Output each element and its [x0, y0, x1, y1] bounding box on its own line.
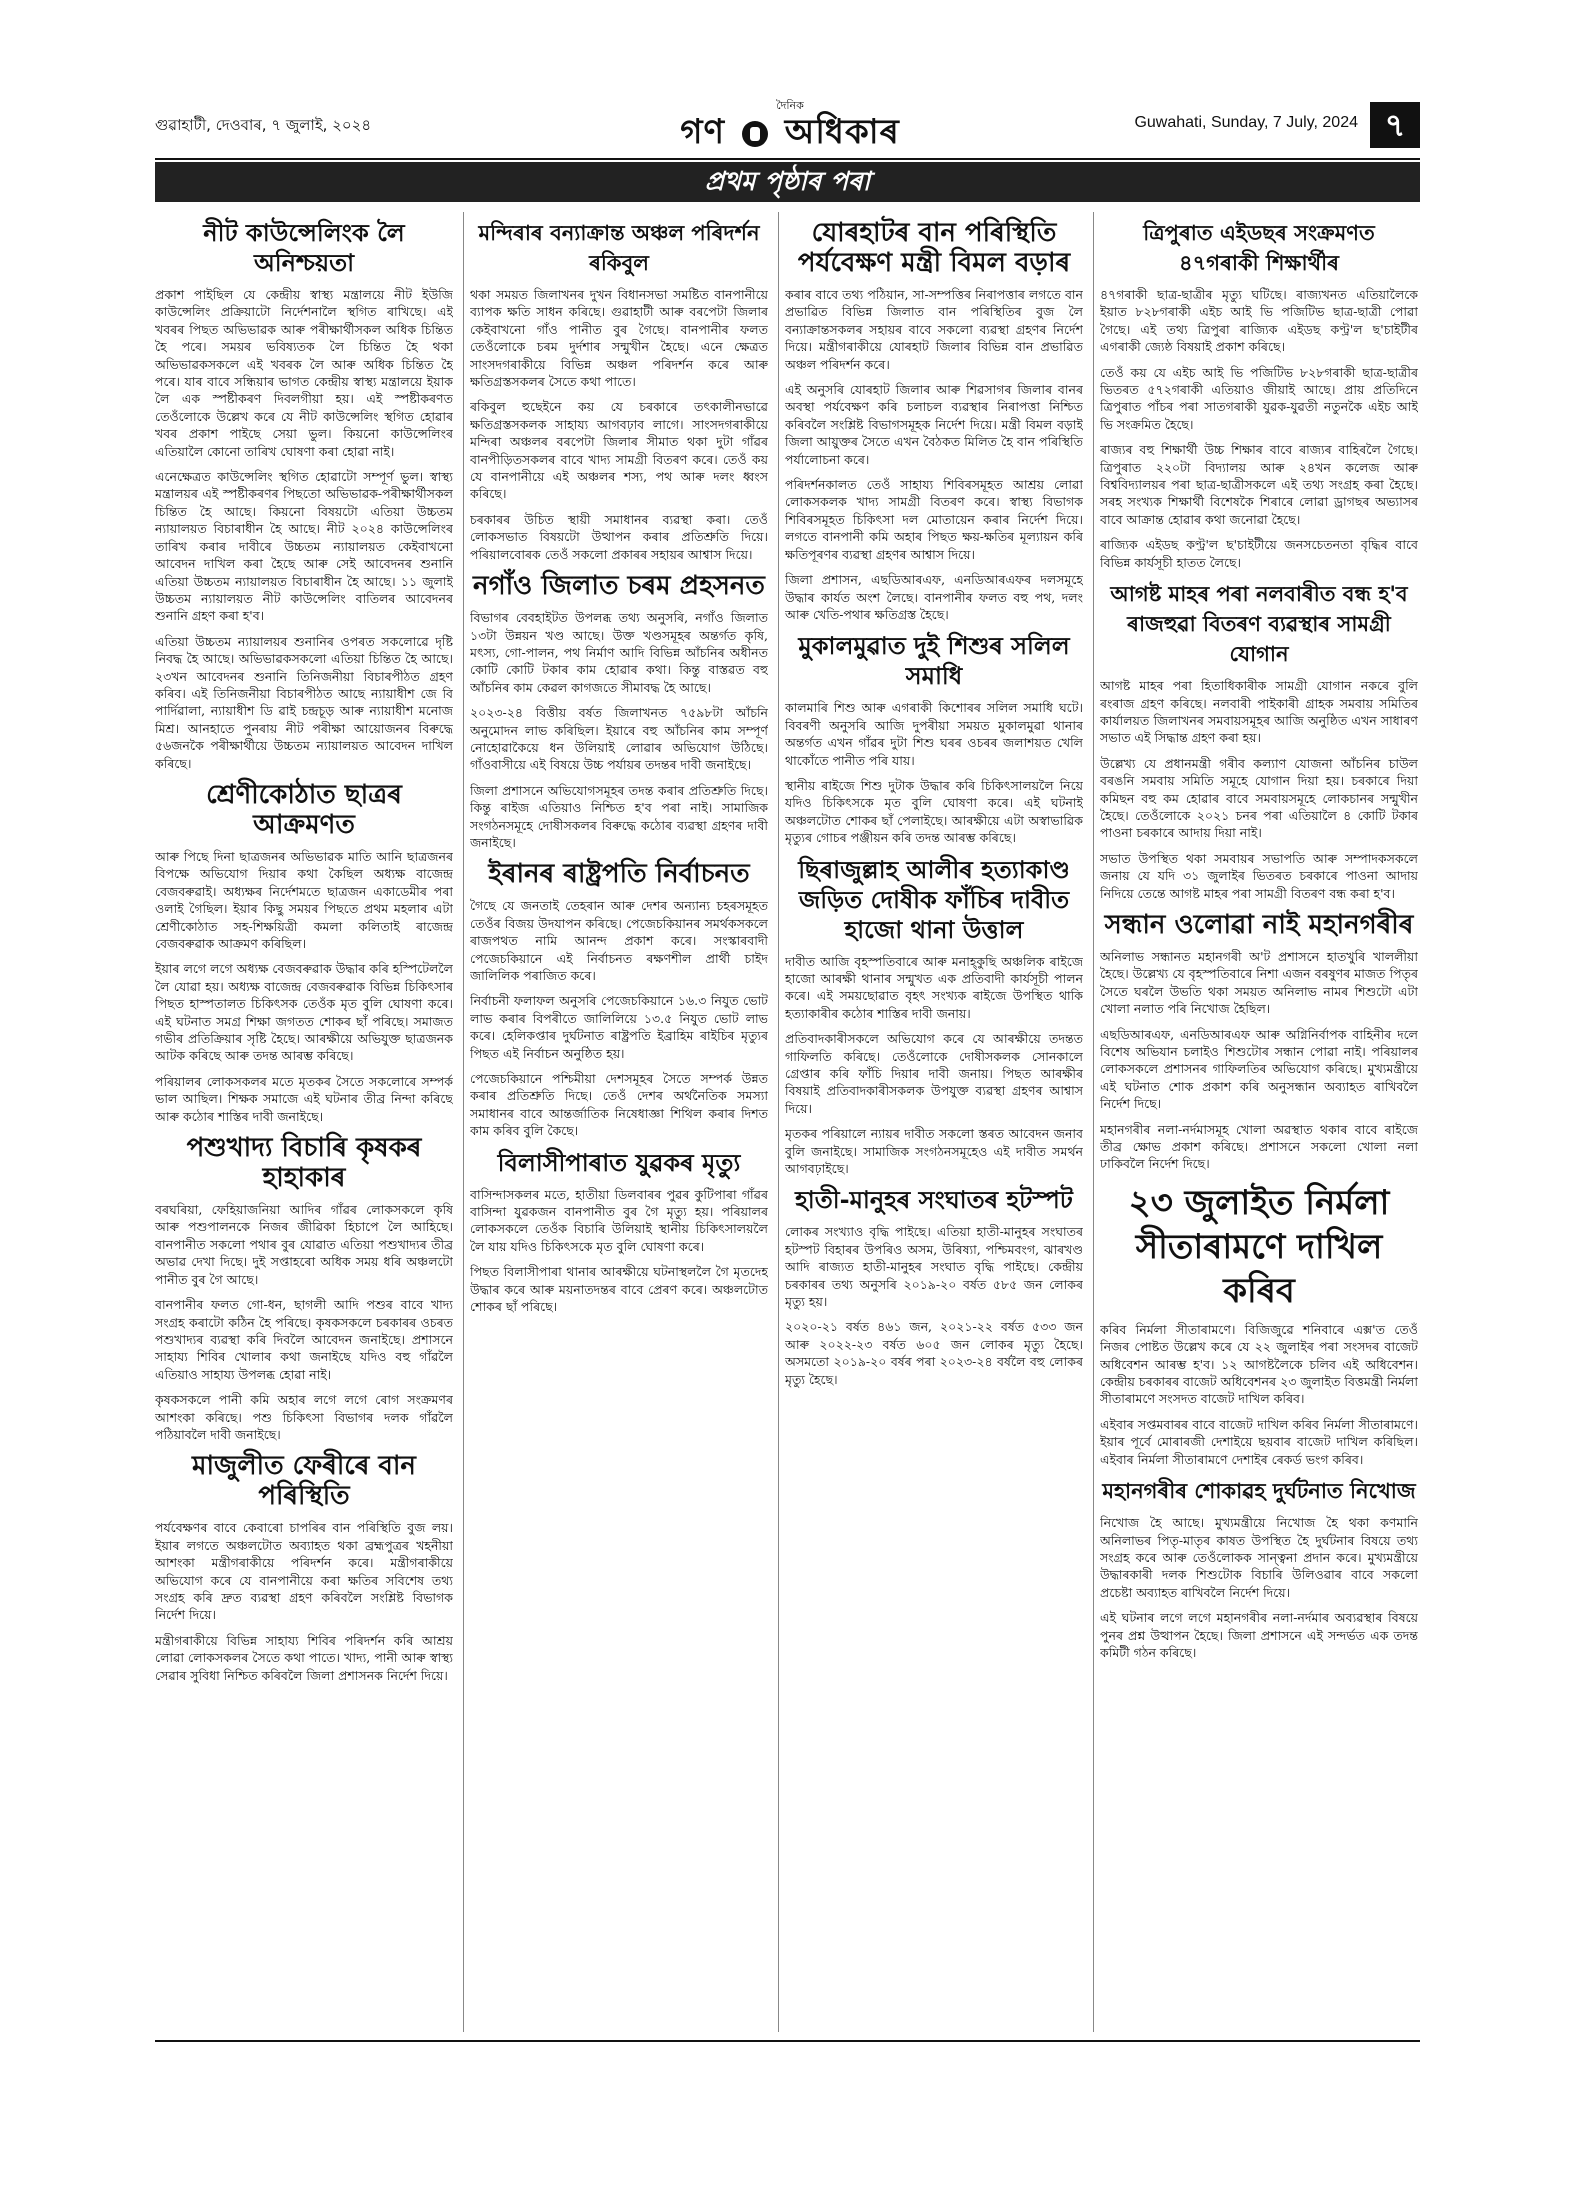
footer-rule — [155, 2040, 1420, 2042]
headline: যোৰহাটৰ বান পৰিস্থিতি পৰ্যবেক্ষণ মন্ত্ৰী বিমল বড়াৰ — [797, 218, 1071, 278]
article-mandir — [470, 218, 768, 563]
article-bilasipara — [470, 1148, 768, 1316]
paragraph: মহানগৰীৰ নলা-নৰ্দমাসমূহ খোলা অৱস্থাত থকাৰ বাবে ৰাইজে তীব্ৰ ক্ষোভ প্ৰকাশ কৰিছে। প্ৰশাসনে সকলো খোলা নলা ঢাকিবলৈ নিৰ্দেশ দিছে। — [1100, 1121, 1418, 1172]
paragraph: ২০২৩-২৪ বিত্তীয় বৰ্ষত জিলাখনত ৭৫৯৮টা আঁচনি অনুমোদন লাভ কৰিছিল। ইয়াৰে বহু আঁচনিৰ কাম সম্পূৰ্ণ নোহোৱাকৈয়ে ধন উলিয়াই লোৱাৰ অভিযোগ উঠিছে। গাঁওবাসীয়ে এই বিষয়ে উচ্চ পৰ্যায়ৰ তদন্তৰ দাবী জনাইছে। — [470, 705, 768, 773]
article-shrenikotha — [155, 780, 453, 1125]
article-hati — [785, 1185, 1083, 1388]
paragraph: ৪৭গৰাকী ছাত্ৰ-ছাত্ৰীৰ মৃত্যু ঘটিছে। ৰাজ্যখনত এতিয়ালৈকে ইয়াত ৮২৮গৰাকী এইচ আই ভি পজিটিভ ছাত্ৰ-ছাত্ৰী পোৱা গৈছে। এই তথ্য ত্ৰিপুৰা ৰাজ্যিক এইডছ কণ্ট্ৰ'ল ছ'চাইটীৰ এগৰাকী জ্যেষ্ঠ বিষয়াই প্ৰকাশ কৰিছে। — [1100, 287, 1418, 355]
headline: পশুখাদ্য বিচাৰি কৃষকৰ হাহাকাৰ — [186, 1133, 422, 1194]
paragraph: এই অনুসৰি যোৰহাট জিলাৰ আৰু শিৱসাগৰ জিলাৰ বানৰ অবস্থা পৰ্যবেক্ষণ কৰি চলাচল ব্যৱস্থাৰ নিৰাপত্তা নিশ্চিত কৰিবলৈ সংশ্লিষ্ট বিভাগসমূহক নিৰ্দেশ দিয়ে। মন্ত্ৰী বিমল বড়াই জিলা আয়ুক্তৰ সৈতে এখন বৈঠকত মিলিত হৈ বান পৰিস্থিতি পৰ্যালোচনা কৰে। — [785, 382, 1083, 467]
paragraph: ৰাজ্যিক এইডছ কণ্ট্ৰ'ল ছ'চাইটীয়ে জনসচেতনতা বৃদ্ধিৰ বাবে বিভিন্ন কাৰ্যসূচী হাতত লৈছে। — [1100, 537, 1418, 570]
headline: মুকালমুৱাত দুই শিশুৰ সলিল সমাধি — [798, 632, 1070, 691]
dateline-english: Guwahati, Sunday, 7 July, 2024 — [1134, 114, 1358, 131]
article-nagaon — [470, 571, 768, 851]
paragraph: ২০২০-২১ বৰ্ষত ৪৬১ জন, ২০২১-২২ বৰ্ষত ৫৩৩ জন আৰু ২০২২-২৩ বৰ্ষত ৬০৫ জন লোকৰ মৃত্যু হৈছে। অসমতো ২০১৯-২০ বৰ্ষৰ পৰা ২০২৩-২৪ বৰ্ষলৈ বহু লোকৰ মৃত্যু হৈছে। — [785, 1319, 1083, 1387]
paragraph: ৰকিবুল হুছেইনে কয় যে চৰকাৰে তৎকালীনভাৱে ক্ষতিগ্ৰস্তসকলক সাহায্য আগবঢ়াব লাগে। সাংসদগৰাকীয়ে মন্দিৰা অঞ্চলৰ বৰপেটা জিলাৰ সীমাত থকা দুটা গাঁৱৰ বানপীড়িতসকলৰ বাবে খাদ্য সামগ্ৰী বিতৰণ কৰে। তেওঁ কয় যে বানপানীয়ে এই অঞ্চলৰ শস্য, পথ আৰু দলং ধ্বংস কৰিছে। — [470, 399, 768, 502]
column-divider — [1093, 212, 1094, 2032]
article-mukalmua — [785, 631, 1083, 846]
article-mahanagari — [1100, 1476, 1418, 1661]
article-august — [1100, 579, 1418, 902]
headline: ২৩ জুলাইত নিৰ্মলা সীতাৰামণে দাখিল কৰিব — [1128, 1182, 1390, 1311]
article-jorhat — [785, 218, 1083, 623]
paragraph: পৰ্যবেক্ষণৰ বাবে কেবাৰো চাপৰিৰ বান পৰিস্থিতি বুজ লয়। ইয়াৰ লগতে অঞ্চলটোত অব্যাহত থকা ব্ৰহ্মপুত্ৰৰ খহনীয়া আশংকা মন্ত্ৰীগৰাকীয়ে পৰিদৰ্শন কৰে। মন্ত্ৰীগৰাকীয়ে অভিযোগ কৰে যে বানপানীয়ে কৰা ক্ষতিৰ সবিশেষ তথ্য সংগ্ৰহ কৰি দ্ৰুত ব্যৱস্থা গ্ৰহণ কৰিবলৈ সংশ্লিষ্ট বিভাগক নিৰ্দেশ দিয়ে। — [155, 1520, 453, 1623]
headline: সন্ধান ওলোৱা নাই মহানগৰীৰ — [1104, 909, 1414, 940]
paragraph: বানপানীৰ ফলত গো-ধন, ছাগলী আদি পশুৰ বাবে খাদ্য সংগ্ৰহ কৰাটো কঠিন হৈ পৰিছে। কৃষকসকলে চৰকাৰৰ ওচৰত পশুখাদ্যৰ ব্যৱস্থা কৰি দিবলৈ আবেদন জনাইছে। প্ৰশাসনে সাহায্য শিবিৰ খোলাৰ কথা জনাইছে যদিও বহু গাঁৱলৈ এতিয়াও সাহায্য উপলব্ধ হোৱা নাই। — [155, 1297, 453, 1382]
paragraph: অনিলাভ সন্ধানত মহানগৰী অ'ট প্ৰশাসনে হাতখুৰি খাললীয়া হৈছে। উল্লেখ্য যে বৃহস্পতিবাৰে নিশা এজন বৰষুণৰ মাজত পিতৃৰ সৈতে ঘৰলৈ উভতি থকা সময়ত অনিলাভ নামৰ শিশুটো এটা খোলা নলাত পৰি নিখোজ হৈছিল। — [1100, 948, 1418, 1017]
headline: নগাঁও জিলাত চৰম প্ৰহসনত — [473, 571, 765, 602]
paragraph: প্ৰকাশ পাইছিল যে কেন্দ্ৰীয় স্বাস্থ্য মন্ত্ৰালয়ে নীট ইউজি কাউন্সেলিং প্ৰক্ৰিয়াটো নিৰ্দেশনালৈ স্থগিত ৰাখিছে। এই খবৰৰ পিছত অভিভাৱক আৰু পৰীক্ষাৰ্থীসকল অধিক চিন্তিত হৈ পৰে। সময়ৰ ভবিষ্যতক লৈ চিন্তিত হৈ থকা অভিভাৱকসকলে এই খবৰক লৈ আৰু অধিক চিন্তিত হৈ পৰে। যাৰ বাবে সন্ধিয়াৰ ভাগত কেন্দ্ৰীয় স্বাস্থ্য মন্ত্ৰালয়ে ইয়াক লৈ এক স্পষ্টীকৰণ দিবলগীয়া হয়। এই স্পষ্টীকৰণত তেওঁলোকে উল্লেখ কৰে যে নীট কাউন্সেলিং স্থগিত হোৱাৰ খবৰ প্ৰকাশ পাইছে সেয়া ভুল। কিয়নো কাউন্সেলিংৰ এতিয়ালৈ কোনো তাৰিখ ঘোষণা কৰা হোৱা নাই। — [155, 287, 453, 459]
section-banner: প্ৰথম পৃষ্ঠাৰ পৰা — [155, 162, 1420, 202]
column-4 — [1100, 212, 1418, 2032]
article-neet — [155, 218, 453, 772]
article-sandhan — [1100, 910, 1418, 1173]
paragraph: চৰকাৰৰ উচিত স্থায়ী সমাধানৰ ব্যৱস্থা কৰা। তেওঁ লোকসভাত বিষয়টো উত্থাপন কৰাৰ প্ৰতিশ্ৰুতি দিয়ে। পৰিয়ালবোৰক তেওঁ সকলো প্ৰকাৰৰ সহায়ৰ আশ্বাস দিয়ে। — [470, 511, 768, 562]
paragraph: নিখোজ হৈ আছে। মুখ্যমন্ত্ৰীয়ে নিখোজ হৈ থকা কণমানি অনিলাভৰ পিতৃ-মাতৃৰ কাষত উপস্থিত হৈ দুৰ্ঘটনাৰ বিষয়ে তথ্য সংগ্ৰহ কৰে আৰু তেওঁলোকক সান্ত্বনা প্ৰদান কৰে। মুখ্যমন্ত্ৰীয়ে উদ্ধাৰকাৰী দলক শিশুটোক বিচাৰি উলিওৱাৰ বাবে সকলো প্ৰচেষ্টা অব্যাহত ৰাখিবলৈ নিৰ্দেশ দিয়ে। — [1100, 1515, 1418, 1600]
paragraph: গৈছে যে জনতাই তেহৰান আৰু দেশৰ অন্যান্য চহৰসমূহত তেওঁৰ বিজয় উদযাপন কৰিছে। পেজেচকিয়ানৰ সমৰ্থকসকলে ৰাজপথত নামি আনন্দ প্ৰকাশ কৰে। সংস্কাৰবাদী পেজেচকিয়ানে এই নিৰ্বাচনত ৰক্ষণশীল প্ৰাৰ্থী চাইদ জালিলিক পৰাজিত কৰে। — [470, 898, 768, 983]
dateline-assamese: গুৱাহাটী, দেওবাৰ, ৭ জুলাই, ২০২৪ — [155, 116, 372, 134]
paragraph: থকা সময়ত জিলাখনৰ দুখন বিধানসভা সমষ্টিত বানপানীয়ে ব্যাপক ক্ষতি সাধন কৰিছে। গুৱাহাটী আৰু বৰপেটা জিলাৰ কেইবাখনো গাঁও পানীত বুৰ গৈছে। বানপানীৰ ফলত তেওঁলোকে চৰম দুৰ্দশাৰ সন্মুখীন হৈছে। এনে ক্ষেত্ৰত সাংসদগৰাকীয়ে বিভিন্ন অঞ্চল পৰিদৰ্শন কৰে আৰু ক্ষতিগ্ৰস্তসকলৰ সৈতে কথা পাতে। — [470, 287, 768, 390]
paragraph: দাবীত আজি বৃহস্পতিবাৰে আৰু মনাহ্কুছি অঞ্চলিক ৰাইজে হাজো আৰক্ষী থানাৰ সন্মুখত এক প্ৰতিবাদী কাৰ্যসূচী পালন কৰে। এই সময়ছোৱাত বৃহৎ সংখ্যক ৰাইজে উপস্থিত থাকি হত্যাকাৰীৰ কঠোৰ শাস্তিৰ দাবী জনায়। — [785, 953, 1083, 1021]
column-1 — [155, 212, 453, 2032]
page-number: ৭ — [1370, 102, 1420, 148]
article-iran — [470, 859, 768, 1139]
paragraph: এতিয়া উচ্চতম ন্যায়ালয়ৰ শুনানিৰ ওপৰত সকলোৱে দৃষ্টি নিবদ্ধ হৈ আছে। অভিভাৱকসকলো এতিয়া চিন্তিত হৈ আছে। ২৩খন আবেদনৰ শুনানি তিনিজনীয়া বিচাৰপীঠত গ্ৰহণ কৰিব। এই তিনিজনীয়া বিচাৰপীঠত আছে ন্যায়াধীশ জে বি পাৰ্দিৱালা, ন্যায়াধীশ ডি ৱাই চন্দ্ৰচূড় আৰু ন্যায়াধীশ মনোজ মিশ্ৰ। আনহাতে পুনৰায় নীট পৰীক্ষা আয়োজনৰ বিৰুদ্ধে ৫৬জনকৈ পৰীক্ষাৰ্থীয়ে উচ্চতম ন্যায়ালয়ত আবেদন দাখিল কৰিছে। — [155, 633, 453, 771]
logo-text-b: অধিকাৰ — [784, 112, 900, 152]
paragraph: নিৰ্বাচনী ফলাফল অনুসৰি পেজেচকিয়ানে ১৬.৩ নিযুত ভোট লাভ কৰাৰ বিপৰীতে জালিলিয়ে ১৩.৫ নিযুত ভোট লাভ কৰে। হেলিকপ্তাৰ দুৰ্ঘটনাত ৰাষ্ট্ৰপতি ইব্ৰাহিম ৰাইচিৰ মৃত্যুৰ পিছত এই নিৰ্বাচন অনুষ্ঠিত হয়। — [470, 993, 768, 1061]
headline: শ্ৰেণীকোঠাত ছাত্ৰৰ আক্ৰমণত — [206, 779, 402, 840]
paragraph: কৰিব নিৰ্মলা সীতাৰামণে। বিজিজুৱে শনিবাৰে এক্স'ত তেওঁ নিজৰ পোষ্টত উল্লেখ কৰে যে ২২ জুলাইৰ পৰা সংসদৰ বাজেট অধিবেশন আৰম্ভ হ'ব। ১২ আগষ্টলৈকে চলিব এই অধিবেশন। কেন্দ্ৰীয় চৰকাৰৰ বাজেট অধিবেশনৰ ২৩ জুলাইত বিত্তমন্ত্ৰী নিৰ্মলা সীতাৰামণে সংসদত বাজেট দাখিল কৰিব। — [1100, 1321, 1418, 1407]
article-nirmala — [1100, 1181, 1418, 1468]
paragraph: কৰাৰ বাবে তথ্য পঠিয়ান, সা-সম্পত্তিৰ নিৰাপত্তাৰ লগতে বান প্ৰভাৱিত বিভিন্ন জিলাত বান পৰিস্থিতিৰ বুজ লৈ বন্যাক্ৰান্তসকলৰ সহায়ৰ বাবে সকলো ব্যৱস্থা গ্ৰহণৰ নিৰ্দেশ দিয়ে। মন্ত্ৰীগৰাকীয়ে যোৰহাট জিলাৰ বিভিন্ন বান প্ৰভাৱিত অঞ্চল পৰিদৰ্শন কৰে। — [785, 287, 1083, 372]
headline: মহানগৰীৰ শোকাৱহ দুৰ্ঘটনাত নিখোজ — [1102, 1479, 1416, 1504]
paragraph: তেওঁ কয় যে এইচ আই ভি পজিটিভ ৮২৮গৰাকী ছাত্ৰ-ছাত্ৰীৰ ভিতৰত ৫৭২গৰাকী এতিয়াও জীয়াই আছে। প্ৰায় প্ৰতিদিনে ত্ৰিপুৰাত পাঁচৰ পৰা সাতগৰাকী যুৱক-যুৱতী নতুনকৈ এইচ আই ভি সংক্ৰমিত হৈছে। — [1100, 364, 1418, 432]
headline: আগষ্ট মাহৰ পৰা নলবাৰীত বন্ধ হ'ব ৰাজহুৱা বিতৰণ ব্যৱস্থাৰ সামগ্ৰী যোগান — [1110, 582, 1408, 667]
paragraph: ইয়াৰ লগে লগে অধ্যক্ষ বেজবৰুৱাক উদ্ধাৰ কৰি হস্পিটেললৈ লৈ যোৱা হয়। অধ্যক্ষ বাজেন্দ্ৰ বেজবৰুৱাক বিভিন্ন চিকিৎসাৰ পিছত হাস্পতালত চিকিৎসক তেওঁক মৃত বুলি ঘোষণা কৰে। এই ঘটনাত সমগ্ৰ শিক্ষা জগতত শোকৰ ছাঁ পৰিছে। সমাজত গভীৰ প্ৰতিক্ৰিয়াৰ সৃষ্টি হৈছে। আৰক্ষীয়ে অভিযুক্ত ছাত্ৰজনক আটক কৰিছে আৰু তদন্ত আৰম্ভ কৰিছে। — [155, 961, 453, 1064]
column-divider — [778, 212, 779, 2032]
article-majuli — [155, 1451, 453, 1684]
paragraph: পিছত বিলাসীপাৰা থানাৰ আৰক্ষীয়ে ঘটনাস্থললৈ গৈ মৃতদেহ উদ্ধাৰ কৰে আৰু ময়নাতদন্তৰ বাবে প্ৰেৰণ কৰে। অঞ্চলটোত শোকৰ ছাঁ পৰিছে। — [470, 1264, 768, 1315]
paragraph: মৃতকৰ পৰিয়ালে ন্যায়ৰ দাবীত সকলো স্তৰত আবেদন জনাব বুলি জনাইছে। সামাজিক সংগঠনসমূহেও এই দাবীত সমৰ্থন আগবঢ়াইছে। — [785, 1126, 1083, 1177]
logo-emblem-icon — [742, 121, 768, 147]
paragraph: ৰাজ্যৰ বহু শিক্ষাৰ্থী উচ্চ শিক্ষাৰ বাবে ৰাজ্যৰ বাহিৰলৈ গৈছে। ত্ৰিপুৰাত ২২০টা বিদ্যালয় আৰু ২৪খন কলেজ আৰু বিশ্ববিদ্যালয়ৰ পৰা ছাত্ৰ-ছাত্ৰীসকলে এই তথ্য সংগ্ৰহ কৰা হৈছে। সৰহ সংখ্যক শিক্ষাৰ্থী বিশেষকৈ শিৰাৰে লোৱা ড্ৰাগছৰ অভ্যাসৰ বাবে আক্ৰান্ত হোৱাৰ কথা জনোৱা হৈছে। — [1100, 442, 1418, 527]
article-tripura — [1100, 218, 1418, 571]
paragraph: আৰু পিছে দিনা ছাত্ৰজনৰ অভিভাৱক মাতি আনি ছাত্ৰজনৰ বিপক্ষে অভিযোগ দিয়াৰ কথা কৈছিল অধ্যক্ষ বাজেন্দ্ৰ বেজবৰুৱাই। অধ্যক্ষৰ নিৰ্দেশমতে ছাত্ৰজন একাডেমীৰ পৰা ওলাই গৈছিল। ইয়াৰ কিছু সময়ৰ পিছতে প্ৰথম মহলাৰ এটা শ্ৰেণীকোঠাত সহ-শিক্ষয়িত্ৰী কমলা কলিতাই ৰাজেন্দ্ৰ বেজবৰুৱাক আক্ৰমণ কৰিছিল। — [155, 848, 453, 951]
paragraph: কৃষকসকলে পানী কমি অহাৰ লগে লগে ৰোগ সংক্ৰমণৰ আশংকা কৰিছে। পশু চিকিৎসা বিভাগৰ দলক গাঁৱলৈ পঠিয়াবলৈ দাবী জনাইছে। — [155, 1392, 453, 1442]
paragraph: পৰিদৰ্শনকালত তেওঁ সাহায্য শিবিৰসমূহত আশ্ৰয় লোৱা লোকসকলক খাদ্য সামগ্ৰী বিতৰণ কৰে। স্বাস্থ্য বিভাগক শিবিৰসমূহত চিকিৎসা দল মোতায়েন কৰাৰ নিৰ্দেশ দিয়ে। লগতে বানপানী কমি অহাৰ পিছত ক্ষয়-ক্ষতিৰ মূল্যায়ন কৰি ক্ষতিপূৰণৰ ব্যৱস্থা গ্ৰহণৰ আশ্বাস দিয়ে। — [785, 477, 1083, 562]
paragraph: এই ঘটনাৰ লগে লগে মহানগৰীৰ নলা-নৰ্দমাৰ অব্যৱস্থাৰ বিষয়ে পুনৰ প্ৰশ্ন উত্থাপন হৈছে। জিলা প্ৰশাসনে এই সন্দৰ্ভত এক তদন্ত কমিটী গঠন কৰিছে। — [1100, 1610, 1418, 1660]
paragraph: পেজেচকিয়ানে পশ্চিমীয়া দেশসমূহৰ সৈতে সম্পৰ্ক উন্নত কৰাৰ প্ৰতিশ্ৰুতি দিছে। তেওঁ দেশৰ অৰ্থনৈতিক সমস্যা সমাধানৰ বাবে আন্তৰ্জাতিক নিষেধাজ্ঞা শিথিল কৰাৰ দিশত কাম কৰিব বুলি কৈছে। — [470, 1071, 768, 1139]
newspaper-logo — [625, 100, 955, 156]
column-3 — [785, 212, 1083, 2032]
column-divider — [463, 212, 464, 2032]
paragraph: প্ৰতিবাদকাৰীসকলে অভিযোগ কৰে যে আৰক্ষীয়ে তদন্তত গাফিলতি কৰিছে। তেওঁলোকে দোষীসকলক সোনকালে গ্ৰেপ্তাৰ কৰি ফাঁচি দিয়াৰ দাবী জনায়। পিছত আৰক্ষীৰ বিষয়াই প্ৰতিবাদকাৰীসকলক উপযুক্ত ব্যৱস্থা গ্ৰহণৰ আশ্বাস দিয়ে। — [785, 1031, 1083, 1116]
masthead-rule — [155, 158, 1420, 160]
headline: মাজুলীত ফেৰীৰে বান পৰিস্থিতি — [192, 1451, 416, 1512]
paragraph: জিলা প্ৰশাসনে অভিযোগসমূহৰ তদন্ত কৰাৰ প্ৰতিশ্ৰুতি দিছে। কিন্তু ৰাইজ এতিয়াও নিশ্চিত হ'ব পৰা নাই। সামাজিক সংগঠনসমূহে দোষীসকলৰ বিৰুদ্ধে কঠোৰ ব্যৱস্থা গ্ৰহণৰ দাবী জনাইছে। — [470, 782, 768, 850]
paragraph: পৰিয়ালৰ লোকসকলৰ মতে মৃতকৰ সৈতে সকলোৰে সম্পৰ্ক ভাল আছিল। শিক্ষক সমাজে এই ঘটনাৰ তীব্ৰ নিন্দা কৰিছে আৰু কঠোৰ শাস্তিৰ দাবী জনাইছে। — [155, 1073, 453, 1124]
paragraph: এইবাৰ সপ্তমবাৰৰ বাবে বাজেট দাখিল কৰিব নিৰ্মলা সীতাৰামণে। ইয়াৰ পূৰ্বে মোৰাৰজী দেশাইয়ে ছয়বাৰ বাজেট দাখিল কৰিছিল। এইবাৰ নিৰ্মলা সীতাৰামণে দেশাইৰ ৰেকৰ্ড ভংগ কৰিব। — [1100, 1416, 1418, 1467]
paragraph: সভাত উপস্থিত থকা সমবায়ৰ সভাপতি আৰু সম্পাদকসকলে জনায় যে যদি ৩১ জুলাইৰ ভিতৰত চৰকাৰে পাওনা আদায় নিদিয়ে তেন্তে আগষ্ট মাহৰ পৰা সামগ্ৰী বিতৰণ বন্ধ কৰা হ'ব। — [1100, 850, 1418, 901]
headline: নীট কাউন্সেলিংক লৈ অনিশ্চয়তা — [203, 219, 405, 277]
headline: ইৰানৰ ৰাষ্ট্ৰপতি নিৰ্বাচনত — [488, 859, 750, 890]
paragraph: মন্ত্ৰীগৰাকীয়ে বিভিন্ন সাহায্য শিবিৰ পৰিদৰ্শন কৰি আশ্ৰয় লোৱা লোকসকলৰ সৈতে কথা পাতে। খাদ্য, পানী আৰু স্বাস্থ্য সেৱাৰ সুবিধা নিশ্চিত কৰিবলৈ জিলা প্ৰশাসনক নিৰ্দেশ দিয়ে। — [155, 1632, 453, 1683]
paragraph: বিভাগৰ বেবহাইটত উপলব্ধ তথ্য অনুসৰি, নগাঁও জিলাত ১৩টা উন্নয়ন খণ্ড আছে। উক্ত খণ্ডসমূহৰ অন্তৰ্গত কৃষি, মৎস্য, গো-পালন, পথ নিৰ্মাণ আদি বিভিন্ন আঁচনিৰ অধীনত কোটি কোটি টকাৰ কাম হোৱাৰ কথা। কিন্তু বাস্তৱত বহু আঁচনিৰ কাম কেৱল কাগজতে সীমাবদ্ধ হৈ আছে। — [470, 610, 768, 695]
column-2 — [470, 212, 768, 2032]
paragraph: জিলা প্ৰশাসন, এছডিআৰএফ, এনডিআৰএফৰ দলসমূহে উদ্ধাৰ কাৰ্যত অংশ লৈছে। বানপানীৰ ফলত বহু পথ, দলং আৰু খেতি-পথাৰ ক্ষতিগ্ৰস্ত হৈছে। — [785, 572, 1083, 622]
article-chirajul — [785, 855, 1083, 1178]
masthead — [155, 100, 1420, 158]
paragraph: স্থানীয় ৰাইজে শিশু দুটাক উদ্ধাৰ কৰি চিকিৎসালয়লৈ নিয়ে যদিও চিকিৎসকে মৃত বুলি ঘোষণা কৰে। এই ঘটনাই অঞ্চলটোত শোকৰ ছাঁ পেলাইছে। আৰক্ষীয়ে এটা অস্বাভাৱিক মৃত্যুৰ গোচৰ পঞ্জীয়ন কৰি তদন্ত আৰম্ভ কৰিছে। — [785, 777, 1083, 846]
paragraph: বাসিন্দাসকলৰ মতে, হাতীয়া ডিলবাৰৰ পুৱৰ কুটিপাৰা গাঁৱৰ বাসিন্দা যুৱকজন বানপানীত বুৰ গৈ মৃত্যু হয়। পৰিয়ালৰ লোকসকলে তেওঁক বিচাৰি উলিয়াই স্থানীয় চিকিৎসালয়লৈ লৈ যায় যদিও চিকিৎসকে মৃত বুলি ঘোষণা কৰে। — [470, 1186, 768, 1254]
paragraph: উল্লেখ্য যে প্ৰধানমন্ত্ৰী গৰীব কল্যাণ যোজনা আঁচনিৰ চাউল বৰঙনি সমবায় সমিতি সমূহে যোগান দিয়া হয়। চৰকাৰে দিয়া কমিছন বহু কম হোৱাৰ বাবে সমবায়সমূহে লোকচানৰ সন্মুখীন হৈছে। তেওঁলোকে ২০২১ চনৰ পৰা এতিয়ালৈ ৪ কোটি টকাৰ পাওনা চৰকাৰে আদায় দিয়া নাই। — [1100, 755, 1418, 841]
headline: ছিৰাজুল্লাহ আলীৰ হত্যাকাণ্ড জড়িত দোষীক ফাঁচিৰ দাবীত হাজো থানা উত্তাল — [798, 855, 1070, 944]
paragraph: আগষ্ট মাহৰ পৰা হিতাধিকাৰীক সামগ্ৰী যোগান নকৰে বুলি ৰংৰাজ গ্ৰহণ কৰিছে। নলবাৰী পাইকাৰী গ্ৰাহক সমবায় সমিতিৰ কাৰ্যালয়ত জিলাখনৰ সমবায়সমূহৰ আজি অনুষ্ঠিত এখন সাধাৰণ সভাত এই সিদ্ধান্ত গ্ৰহণ কৰা হয়। — [1100, 678, 1418, 746]
headline: মন্দিৰাৰ বন্যাক্ৰান্ত অঞ্চল পৰিদৰ্শন ৰকিবুল — [478, 221, 760, 275]
logo-text-a: গণ — [680, 112, 726, 152]
logo-kicker: দৈনিক — [776, 99, 804, 112]
paragraph: এছডিআৰএফ, এনডিআৰএফ আৰু অগ্নিনিৰ্বাপক বাহিনীৰ দলে বিশেষ অভিযান চলাইও শিশুটোৰ সন্ধান পোৱা নাই। পৰিয়ালৰ লোকসকলে প্ৰশাসনৰ গাফিলতিৰ অভিযোগ কৰিছে। মুখ্যমন্ত্ৰীয়ে এই ঘটনাত শোক প্ৰকাশ কৰি অনুসন্ধান অব্যাহত ৰাখিবলৈ নিৰ্দেশ দিছে। — [1100, 1026, 1418, 1112]
headline: বিলাসীপাৰাত যুৱকৰ মৃত্যু — [497, 1148, 741, 1177]
paragraph: কালমাৰি শিশু আৰু এগৰাকী কিশোৰৰ সলিল সমাধি ঘটে। বিবৰণী অনুসৰি আজি দুপৰীয়া সময়ত মুকালমুৱা থানাৰ অন্তৰ্গত এখন গাঁৱৰ দুটা শিশু ঘৰৰ ওচৰৰ জলাশয়ত খেলি থাকোঁতে পানীত পৰি যায়। — [785, 700, 1083, 768]
paragraph: বৰঘৰিয়া, ফেহিয়াজনিয়া আদিৰ গাঁৱৰ লোকসকলে কৃষি আৰু পশুপালনকে নিজৰ জীৱিকা হিচাপে লৈ আহিছে। বানপানীত সকলো পথাৰ বুৰ যোৱাত এতিয়া পশুখাদ্যৰ তীব্ৰ অভাৱ দেখা দিছে। দুই সপ্তাহৰো অধিক সময় ধৰি অঞ্চলটো পানীত বুৰ গৈ আছে। — [155, 1202, 453, 1287]
headline: হাতী-মানুহৰ সংঘাতৰ হটস্পট — [795, 1186, 1073, 1215]
paragraph: লোকৰ সংখ্যাও বৃদ্ধি পাইছে। এতিয়া হাতী-মানুহৰ সংঘাতৰ হটস্পট বিহাৰৰ উপৰিও অসম, উৰিষ্যা, পশ্চিমবংগ, ঝাৰখণ্ড আদি ৰাজ্যত হাতী-মানুহৰ সংঘাত বৃদ্ধি পাইছে। কেন্দ্ৰীয় চৰকাৰৰ তথ্য অনুসৰি ২০১৯-২০ বৰ্ষত ৫৮৫ জন লোকৰ মৃত্যু হয়। — [785, 1224, 1083, 1310]
article-pashukhadya — [155, 1133, 453, 1443]
paragraph: এনেক্ষেত্ৰত কাউন্সেলিং স্থগিত হোৱাটো সম্পূৰ্ণ ভুল। স্বাস্থ্য মন্ত্ৰালয়ৰ এই স্পষ্টীকৰণৰ পিছতো অভিভাৱক-পৰীক্ষাৰ্থীসকল চিন্তিত হৈ আছে। কিয়নো বিষয়টো এতিয়া উচ্চতম ন্যায়ালয়ত বিচাৰাধীন হৈ আছে। নীট ২০২৪ কাউন্সেলিংৰ তাৰিখ কৰাৰ দাবীৰে উচ্চতম ন্যায়ালয়ত কেইবাখনো আবেদন দাখিল কৰা হৈছে আৰু সেই আবেদনৰ শুনানি এতিয়া উচ্চতম ন্যায়ালয়ত বিচাৰাধীন হৈ আছে। ১১ জুলাই উচ্চতম ন্যায়ালয়ত নীট কাউন্সেলিং বাতিলৰ আবেদনৰ শুনানি গ্ৰহণ কৰা হ'ব। — [155, 469, 453, 624]
headline: ত্ৰিপুৰাত এইডছৰ সংক্ৰমণত ৪৭গৰাকী শিক্ষাৰ্থীৰ — [1143, 221, 1375, 275]
